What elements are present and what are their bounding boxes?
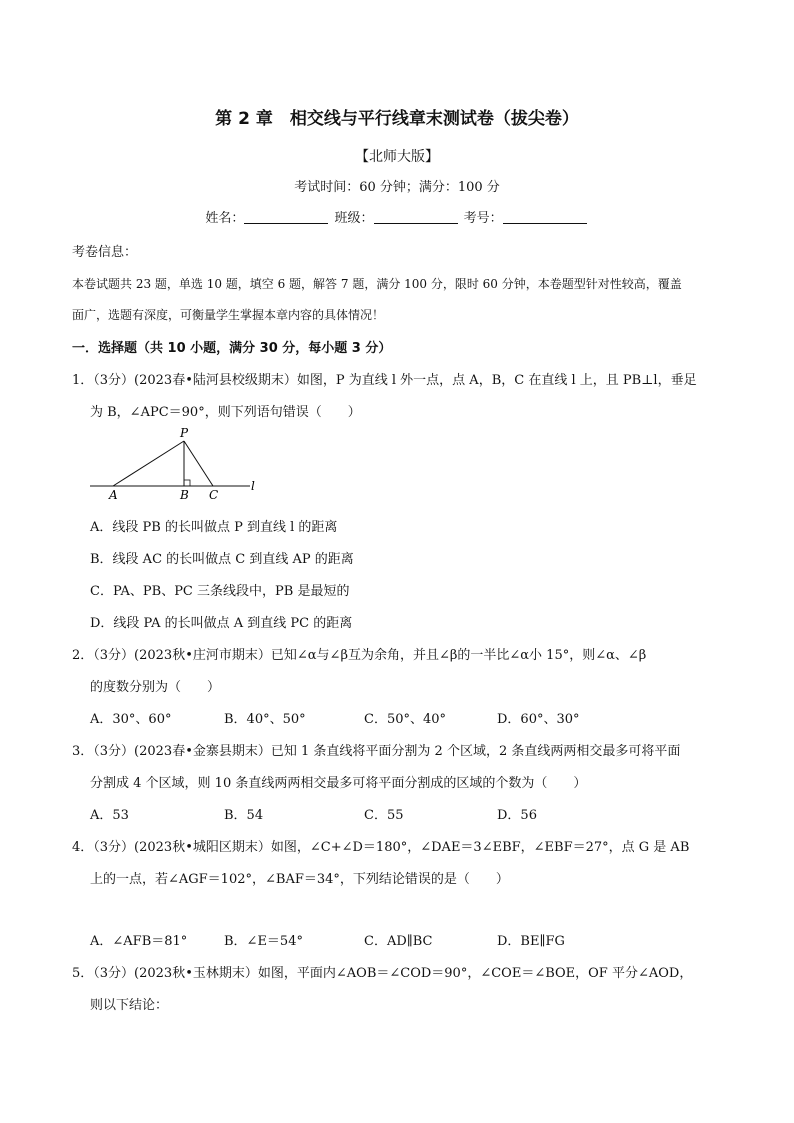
question-4-option-a[interactable]: A．∠AFB＝81°: [90, 934, 188, 949]
edition-label: 【北师大版】: [355, 149, 439, 165]
info-line-2: 面广，选题有深度，可衡量学生掌握本章内容的具体情况！: [72, 308, 385, 322]
question-2-option-c[interactable]: C．50°、40°: [364, 712, 447, 727]
info-line-1: 本卷试题共 23 题，单选 10 题，填空 6 题，解答 7 题，满分 100 分，限时 60 分钟，本卷题型针对性较高，覆盖: [72, 277, 682, 291]
question-text: （3分）(2023春•陆河县校级期末）如图，P 为直线 l 外一点，点 A，B，C 在直线 l 上，且 PB⊥l，垂足: [93, 373, 697, 388]
question-5: [72, 962, 692, 981]
name-label: 姓名：: [205, 211, 245, 226]
label-a: A: [109, 488, 118, 502]
question-number: 1．: [72, 373, 94, 388]
question-text: （3分）(2023秋•玉林期末）如图，平面内∠AOB＝∠COD＝90°，∠COE＝∠BOE，OF 平分∠AOD，: [93, 966, 693, 981]
student-fields: [0, 207, 794, 226]
id-blank[interactable]: [503, 210, 587, 224]
question-4-option-d[interactable]: D．BE∥FG: [497, 934, 565, 949]
question-1: [72, 369, 697, 388]
label-l: l: [251, 479, 255, 493]
name-blank[interactable]: [244, 210, 328, 224]
question-text: （3分）(2023秋•城阳区期末）如图，∠C+∠D＝180°，∠DAE＝3∠EBF，∠EBF＝27°，点 G 是 AB: [93, 840, 690, 855]
question-3-option-a[interactable]: A．53: [90, 808, 129, 823]
question-1-line-2: 为 B，∠APC＝90°，则下列语句错误（ ）: [90, 405, 361, 420]
question-number: 4．: [72, 840, 94, 855]
question-2-line-2: 的度数分别为（ ）: [90, 680, 221, 695]
question-1-option-d[interactable]: D．线段 PA 的长叫做点 A 到直线 PC 的距离: [90, 616, 353, 631]
section-heading: 一．选择题（共 10 小题，满分 30 分，每小题 3 分）: [72, 341, 392, 356]
question-1-option-b[interactable]: B．线段 AC 的长叫做点 C 到直线 AP 的距离: [90, 552, 354, 567]
label-c: C: [209, 488, 219, 502]
question-number: 5．: [72, 966, 94, 981]
question-3: [72, 740, 680, 759]
question-text: （3分）(2023秋•庄河市期末）已知∠α与∠β互为余角，并且∠β的一半比∠α小 15°，则∠α、∠β: [93, 648, 647, 663]
question-text: （3分）(2023春•金寨县期末）已知 1 条直线将平面分割为 2 个区域，2 条直线两两相交最多可将平面: [93, 744, 681, 759]
class-label: 班级：: [334, 211, 374, 226]
question-3-option-c[interactable]: C．55: [364, 808, 404, 823]
question-1-option-c[interactable]: C．PA、PB、PC 三条线段中，PB 是最短的: [90, 584, 350, 599]
question-number: 2．: [72, 648, 94, 663]
question-3-option-d[interactable]: D．56: [497, 808, 537, 823]
question-2-option-d[interactable]: D．60°、30°: [497, 712, 580, 727]
question-1-figure: [85, 424, 265, 504]
question-4-option-c[interactable]: C．AD∥BC: [364, 934, 433, 949]
question-3-option-b[interactable]: B．54: [224, 808, 264, 823]
exam-time-score: 考试时间：60 分钟；满分：100 分: [294, 180, 500, 195]
right-angle-mark: [184, 480, 190, 486]
label-p: P: [180, 426, 189, 440]
class-blank[interactable]: [374, 210, 458, 224]
question-3-line-2: 分割成 4 个区域，则 10 条直线两两相交最多可将平面分割成的区域的个数为（ ）: [90, 776, 587, 791]
id-label: 考号：: [463, 211, 503, 226]
label-b: B: [180, 488, 189, 502]
page-title: 第 2 章 相交线与平行线章末测试卷（拔尖卷）: [215, 109, 579, 129]
question-4-option-b[interactable]: B．∠E＝54°: [224, 934, 303, 949]
question-4: [72, 836, 689, 855]
question-number: 3．: [72, 744, 94, 759]
question-2-option-a[interactable]: A．30°、60°: [90, 712, 172, 727]
question-4-line-2: 上的一点，若∠AGF＝102°，∠BAF＝34°，下列结论错误的是（ ）: [90, 872, 509, 887]
question-2-option-b[interactable]: B．40°、50°: [224, 712, 306, 727]
question-2: [72, 644, 646, 663]
question-5-line-2: 则以下结论：: [90, 998, 169, 1013]
question-1-option-a[interactable]: A．线段 PB 的长叫做点 P 到直线 l 的距离: [90, 520, 338, 535]
segment-pc: [184, 441, 213, 486]
segment-pa: [113, 441, 184, 486]
info-heading: 考卷信息：: [72, 245, 138, 260]
